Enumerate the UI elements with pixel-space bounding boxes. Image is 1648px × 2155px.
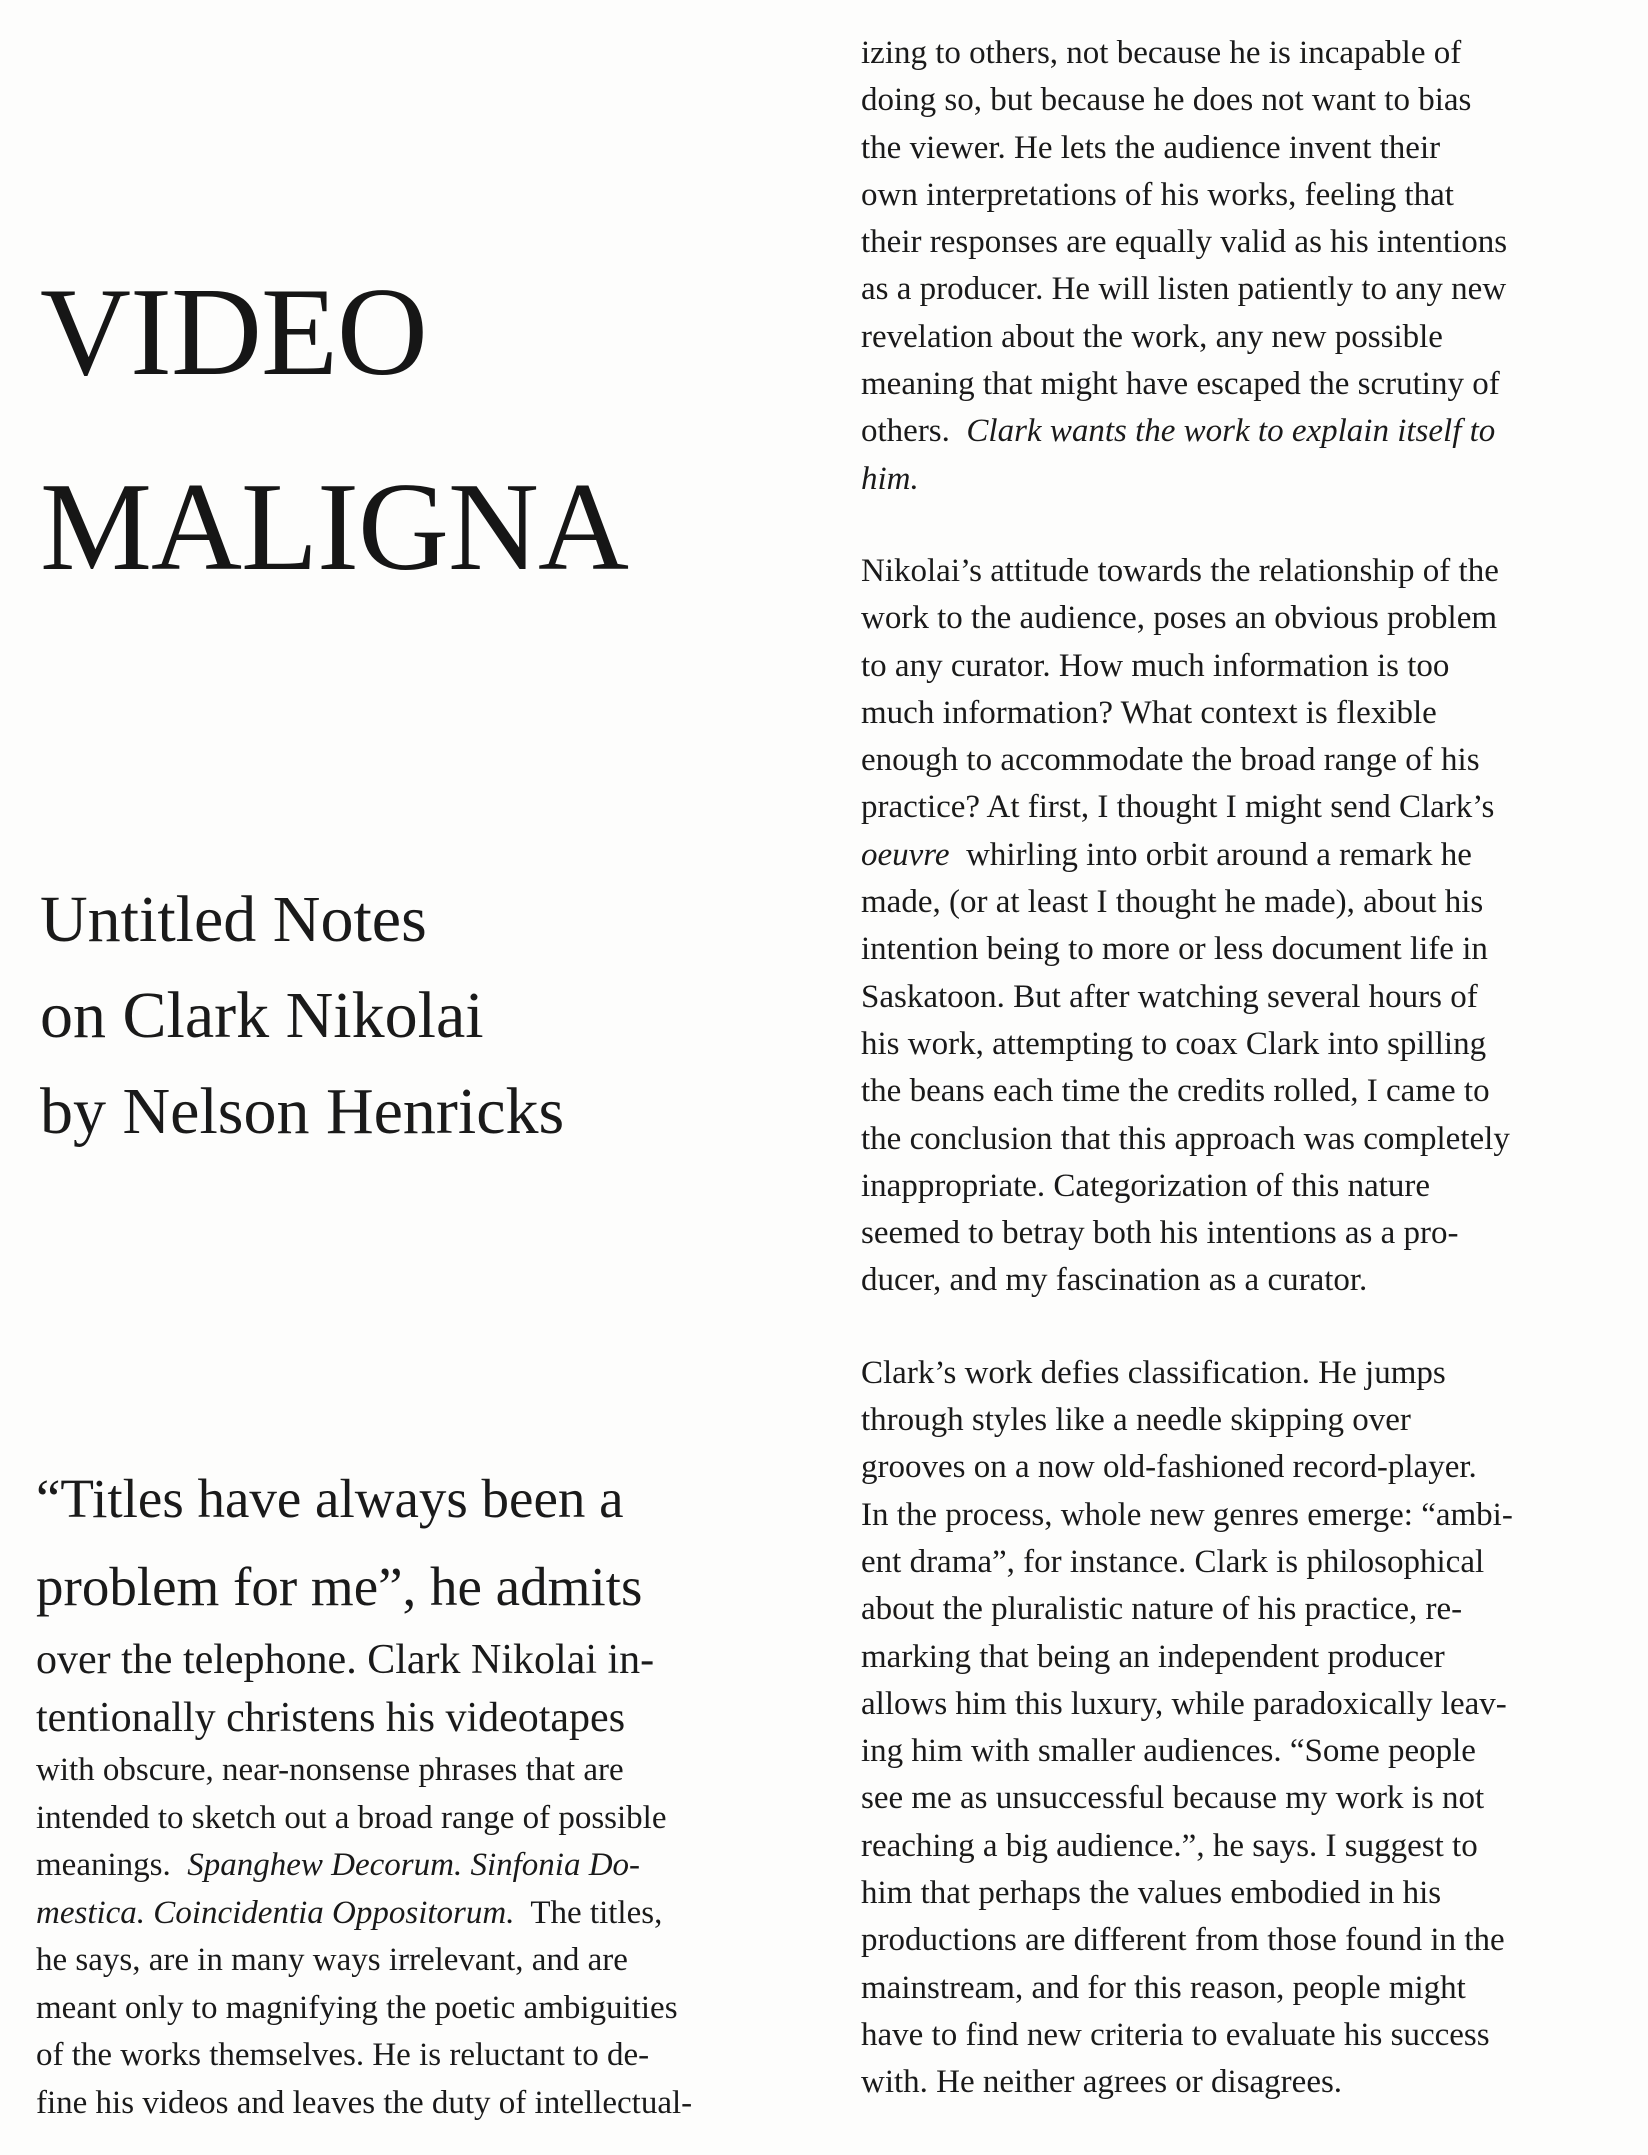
lead-line: “Titles have always been a [36,1468,624,1529]
text-line: through styles like a needle skipping over [861,1402,1411,1439]
text-line: Saskatoon. But after watching several hours of [861,978,1478,1015]
text-line: mainstream, and for this reason, people might [861,1969,1466,2006]
text-line: ducer, and my fascination as a curator. [861,1262,1368,1299]
subtitle-line: Untitled Notes [40,883,427,956]
article-subtitle [40,872,564,1160]
text-line: have to find new criteria to evaluate his success [861,2016,1490,2053]
text-line: In the process, whole new genres emerge: “ambi- [861,1496,1513,1533]
title-line: MALIGNA [40,458,628,597]
text-line: reaching a big audience.”, he says. I suggest to [861,1827,1478,1864]
text-line: his work, attempting to coax Clark into spilling [861,1025,1487,1062]
lead-line [36,1842,816,1890]
text-line: the viewer. He lets the audience invent their [861,129,1441,166]
text-line: ent drama”, for instance. Clark is philosophical [861,1543,1485,1580]
video-titles-italic: mestica. Coincidentia Oppositorum. [36,1894,515,1931]
text-line: the conclusion that this approach was completely [861,1120,1510,1157]
text-line: meaning that might have escaped the scrutiny of [861,366,1500,403]
text-span: others. [861,413,967,450]
subtitle-line: by Nelson Henricks [40,1075,565,1148]
text-line: work to the audience, poses an obvious problem [861,600,1498,637]
text-line: made, (or at least I thought he made), about his [861,884,1484,921]
text-line: about the pluralistic nature of his practice, re- [861,1591,1463,1628]
text-line [861,832,1631,879]
subtitle-line: on Clark Nikolai [40,979,484,1052]
paragraph-3 [861,1350,1631,2107]
text-line: see me as unsuccessful because my work is not [861,1780,1485,1817]
lead-line: tentionally christens his videotapes [36,1695,626,1741]
lead-text: meanings. [36,1847,188,1883]
italic-sentence: him. [861,460,919,497]
text-line: izing to others, not because he is incapable of [861,35,1462,71]
text-line: revelation about the work, any new possible [861,318,1443,355]
text-line: the beans each time the credits rolled, I came to [861,1073,1490,1110]
lead-line: of the works themselves. He is reluctant to de- [36,2037,650,2073]
right-column [861,30,1631,2106]
lead-line: he says, are in many ways irrelevant, and are [36,1942,628,1978]
paragraph-gap [861,1305,1631,1350]
text-line: grooves on a now old-fashioned record-player. [861,1449,1477,1486]
text-line: allows him this luxury, while paradoxically leav- [861,1685,1507,1722]
text-line: practice? At first, I thought I might send Clark’s [861,789,1495,826]
text-line: ing him with smaller audiences. “Some people [861,1733,1476,1770]
text-line: productions are different from those found in the [861,1922,1505,1959]
text-line: their responses are equally valid as his intentions [861,224,1508,261]
lead-line: problem for me”, he admits [36,1556,643,1617]
text-line: with. He neither agrees or disagrees. [861,2064,1343,2101]
lead-paragraph [36,1455,816,2127]
lead-line: with obscure, near-nonsense phrases that are [36,1752,624,1788]
paragraph-2 [861,548,1631,1305]
text-line: Clark’s work defies classification. He jumps [861,1354,1446,1391]
oeuvre-italic: oeuvre [861,836,950,873]
text-line: much information? What context is flexible [861,694,1437,731]
text-line: own interpretations of his works, feeling that [861,176,1454,213]
title-line: VIDEO [40,263,427,402]
text-line: as a producer. He will listen patiently to any new [861,271,1507,308]
text-line: enough to accommodate the broad range of his [861,742,1480,779]
lead-line: meant only to magnifying the poetic ambiguities [36,1989,678,2026]
paragraph-gap [861,503,1631,548]
paragraph-1 [861,30,1631,503]
text-line: intention being to more or less document life in [861,931,1488,968]
text-line: marking that being an independent producer [861,1638,1445,1675]
text-line: Nikolai’s attitude towards the relationship of the [861,552,1499,589]
text-line: inappropriate. Categorization of this nature [861,1167,1431,1204]
article-title [40,235,628,625]
italic-sentence: Clark wants the work to explain itself to [966,413,1496,450]
lead-line: fine his videos and leaves the duty of intellectual- [36,2084,693,2121]
text-line [861,408,1631,455]
text-span: whirling into orbit around a remark he [949,836,1472,873]
text-line: him that perhaps the values embodied in his [861,1874,1442,1911]
text-line [861,456,1631,503]
video-titles-italic: Spanghew Decorum. Sinfonia Do- [187,1847,641,1883]
text-line: seemed to betray both his intentions as a pro- [861,1215,1459,1252]
lead-line: intended to sketch out a broad range of possible [36,1799,667,1836]
text-line: to any curator. How much information is too [861,647,1450,684]
text-line: doing so, but because he does not want to bias [861,82,1472,119]
lead-line [36,1890,816,1938]
lead-line: over the telephone. Clark Nikolai in- [36,1637,655,1683]
lead-text: The titles, [514,1894,663,1931]
